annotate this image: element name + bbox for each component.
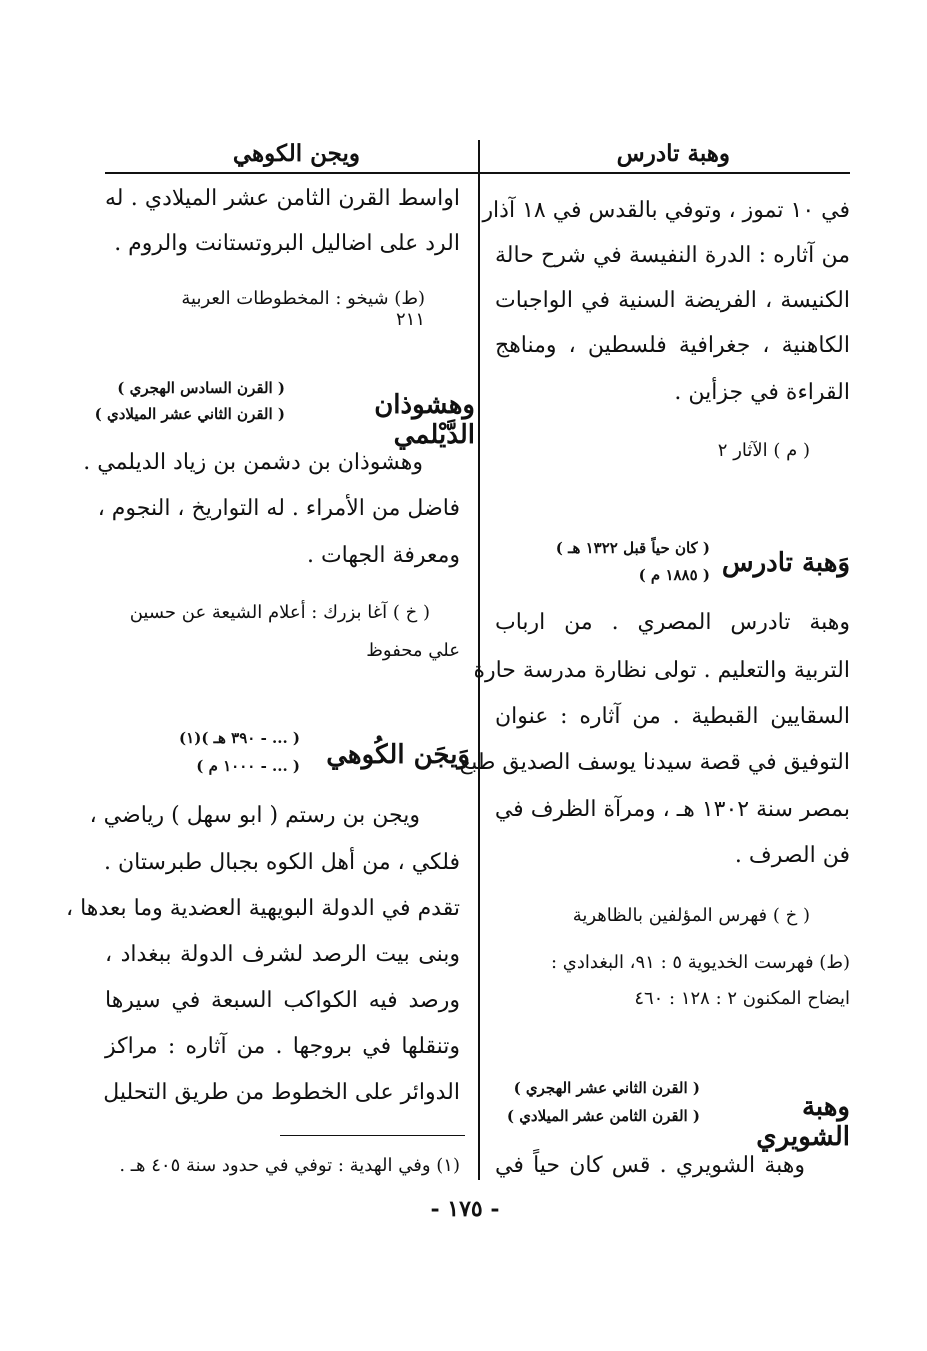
source-reference: (ط) فهرست الخديوية ٥ : ٩١، البغدادي : xyxy=(551,952,850,973)
body-line: فلكي ، من أهل الكوه بجبال طبرستان . xyxy=(104,850,460,875)
source-reference: ( خ ) آغا بزرك : أعلام الشيعة عن حسين xyxy=(129,602,430,623)
body-line: تقدم في الدولة البويهية العضدية وما بعدها ، xyxy=(65,896,460,921)
body-line: التوفيق في قصة سيدنا يوسف الصديق طبع xyxy=(459,750,850,775)
body-line: القراءة في جزأين . xyxy=(674,380,850,405)
body-line: فاضل من الأمراء . له التواريخ ، النجوم ، xyxy=(97,496,460,521)
entry-heading: وهبة الشويري xyxy=(756,1092,850,1152)
body-line: اواسط القرن الثامن عشر الميلادي . له xyxy=(105,186,460,211)
body-line: الدوائر على الخطوط من طريق التحليل xyxy=(103,1080,460,1105)
header-rule xyxy=(105,172,850,174)
body-line: وهبة تادرس المصري . من ارباب xyxy=(495,610,850,635)
body-line: ويجن بن رستم ( ابو سهل ) رياضي ، xyxy=(89,803,420,828)
source-reference: علي محفوظ xyxy=(366,640,460,661)
body-line: وتنقلها في بروجها . من آثاره : مراكز xyxy=(105,1034,460,1059)
body-line: بمصر سنة ١٣٠٢ هـ ، ومرآة الظرف في xyxy=(494,797,850,822)
era-date: ( القرن الثاني عشر الميلادي ) xyxy=(94,405,285,423)
running-head-right: وهبة تادرس xyxy=(616,140,730,167)
entry-heading: وَهبة تادرس xyxy=(721,548,850,578)
body-line: من آثاره : الدرة النفيسة في شرح حالة xyxy=(495,243,850,268)
source-reference: ايضاح المكنون ٢ : ١٢٨ : ٤٦٠ xyxy=(634,988,850,1009)
page-number: - ١٧٥ - xyxy=(430,1196,500,1222)
source-reference: ( خ ) فهرس المؤلفين بالظاهرية xyxy=(572,905,810,926)
body-line: وهشوذان بن دشمن بن زياد الديلمي . xyxy=(83,450,423,475)
body-line: التربية والتعليم . تولى نظارة مدرسة حارة xyxy=(473,658,850,683)
body-line: السقايين القبطية . من آثاره : عنوان xyxy=(495,704,850,729)
era-date: ( ... - ١٠٠٠ م ) xyxy=(196,757,300,775)
entry-heading: وهشوذان الدَّيْلمي xyxy=(374,390,475,450)
footnote-rule xyxy=(280,1135,465,1136)
running-head-left: ويجن الكوهي xyxy=(232,140,360,167)
body-line: ومعرفة الجهات . xyxy=(306,543,460,568)
source-reference: (ط) شيخو : المخطوطات العربية ٢١١ xyxy=(181,288,425,330)
era-date: ( ... - ٣٩٠ هـ )(١) xyxy=(179,729,300,747)
entry-heading: وَيجَن الكُوهي xyxy=(326,740,470,770)
body-line: فن الصرف . xyxy=(734,843,850,868)
source-reference: ( م ) الآثار ٢ xyxy=(717,440,810,461)
era-date: ( القرن الثاني عشر الهجري ) xyxy=(513,1079,700,1097)
body-line: ورصد فيه الكواكب السبعة في سيرها xyxy=(105,988,460,1013)
body-line: وهبة الشويري . قس كان حياً في xyxy=(495,1153,805,1178)
body-line: في ١٠ تموز ، وتوفي بالقدس في ١٨ آذار xyxy=(482,198,850,223)
body-line: الكاهنية ، جغرافية فلسطين ، ومناهج xyxy=(495,333,850,358)
era-date: ( ١٨٨٥ م ) xyxy=(638,566,710,584)
footnote: (١) وفي الهدية : توفي في حدود سنة ٤٠٥ هـ . xyxy=(119,1155,460,1176)
era-date: ( القرن السادس الهجري ) xyxy=(117,379,285,397)
body-line: وبنى بيت الرصد لشرف الدولة ببغداد ، xyxy=(105,942,460,967)
era-date: ( القرن الثامن عشر الميلادي ) xyxy=(506,1107,700,1125)
body-line: الرد على اضاليل البروتستانت والروم . xyxy=(114,231,460,256)
era-date: ( كان حياً قبل ١٣٢٢ هـ ) xyxy=(555,539,710,557)
body-line: الكنيسة ، الفريضة السنية في الواجبات xyxy=(495,288,850,313)
